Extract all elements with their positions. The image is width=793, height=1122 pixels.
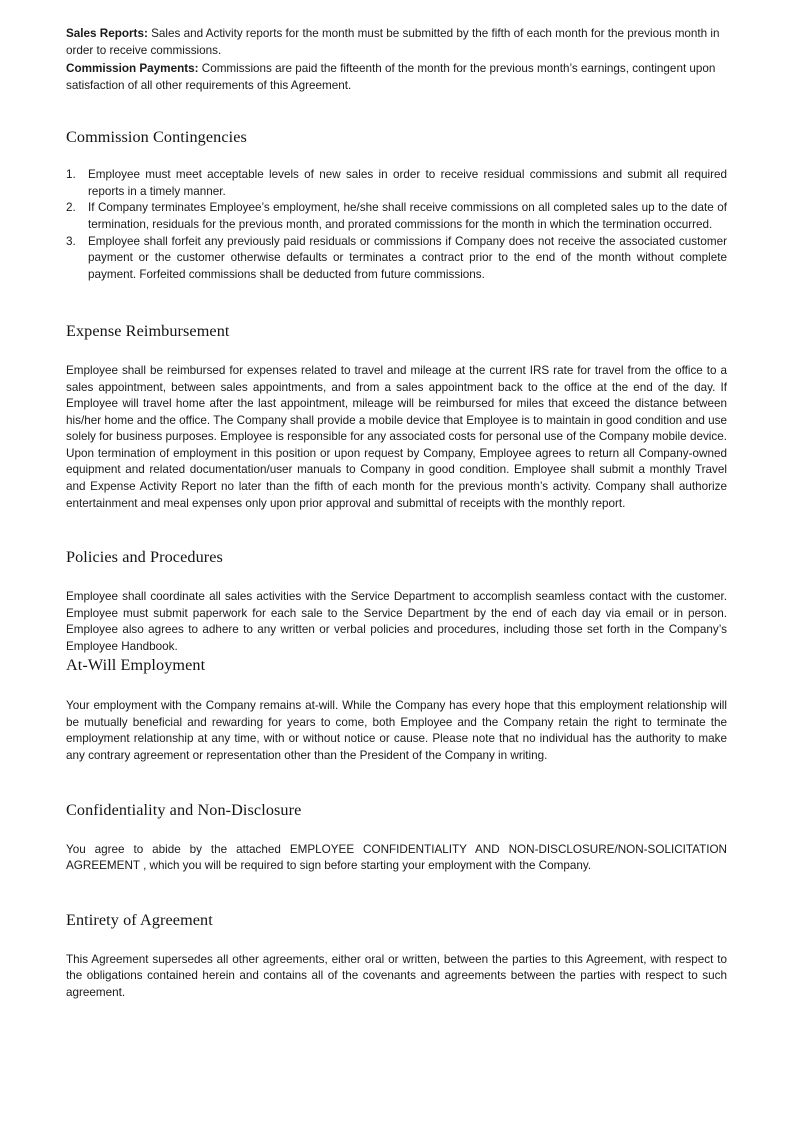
list-item-text: Employee must meet acceptable levels of new sales in order to receive residual commissions and submit all required reports in a timely manner. [88,168,727,198]
list-item [66,234,727,284]
list-item [66,167,727,200]
heading-confidentiality-and-non-disclosure: Confidentiality and Non-Disclosure [66,800,302,819]
list-item [66,200,727,233]
list-item-text: If Company terminates Employee’s employment, he/she shall receive commissions on all completed sales up to the date of termination, residuals for the previous month, and prorated commissions for the month in which the termination occurred. [88,201,727,232]
commission-payments-text: Commissions are paid the fifteenth of the month for the previous month’s earnings, contingent upon satisfaction of all other requirements of this Agreement. [66,62,716,92]
sales-reports-term: Sales Reports: [66,27,148,40]
confidentiality-and-non-disclosure-paragraph: You agree to abide by the attached EMPLOYEE CONFIDENTIALITY AND NON-DISCLOSURE/NON-SOLICITATION AGREEMENT , which you will be required to sign before starting your employment with the Company. [66,842,727,873]
commission-payments-paragraph [66,61,727,94]
heading-entirety-of-agreement: Entirety of Agreement [66,910,213,929]
sales-reports-paragraph [66,26,727,59]
entirety-of-agreement-paragraph: This Agreement supersedes all other agreements, either oral or written, between the parties to this Agreement, with respect to the obligations contained herein and contains all of the covenants and agreements between the parties with respect to such agreement. [66,952,727,999]
at-will-employment-paragraph: Your employment with the Company remains at-will. While the Company has every hope that this employment relationship will be mutually beneficial and rewarding for years to come, both Employee and the Company retain the right to terminate the employment relationship at any time, with or without notice or cause. Please note that no individual has the authority to make any contrary agreement or representation other than the President of the Company in writing. [66,699,727,762]
heading-expense-reimbursement: Expense Reimbursement [66,322,230,341]
policies-and-procedures-paragraph: Employee shall coordinate all sales activities with the Service Department to accomplish seamless contact with the customer. Employee must submit paperwork for each sale to the Service Department by the end of each day via email or in person. Employee also agrees to adhere to any written or verbal policies and procedures, including those set forth in the Company’s Employee Handbook. [66,590,727,653]
sales-reports-text: Sales and Activity reports for the month must be submitted by the fifth of each month for the previous month in order to receive commissions. [66,27,720,57]
commission-contingencies-list [66,147,727,283]
document-body [66,26,727,1001]
heading-commission-contingencies: Commission Contingencies [66,128,247,147]
heading-at-will-employment: At-Will Employment [66,656,206,675]
commission-payments-term: Commission Payments: [66,62,199,76]
expense-reimbursement-paragraph: Employee shall be reimbursed for expenses related to travel and mileage at the current IRS rate for travel from the office to a sales appointment, between sales appointments, and from a sales appointment back to the office at the end of the day. If Employee will travel home after the last appointment, mileage will be reimbursed for miles that exceed the distance between his/her home and the office. The Company shall provide a mobile device that Employee is to maintain in good condition and use solely for business purposes. Employee is responsible for any associated costs for personal use of the Company mobile device. Upon termination of employment in this position or upon request by Company, Employee agrees to return all Company-owned equipment and related documentation/user manuals to Company in good condition. Employee shall submit a monthly Travel and Expense Activity Report no later than the fifth of each month for the previous month’s activity. Company shall authorize entertainment and meal expenses only upon prior approval and submittal of receipts with the monthly report. [66,364,727,510]
heading-policies-and-procedures: Policies and Procedures [66,548,223,567]
list-item-text: Employee shall forfeit any previously paid residuals or commissions if Company does not receive the associated customer payment or the customer otherwise defaults or terminates a contract prior to the end of the month without complete payment. Forfeited commissions shall be deducted from future commissions. [88,234,727,281]
